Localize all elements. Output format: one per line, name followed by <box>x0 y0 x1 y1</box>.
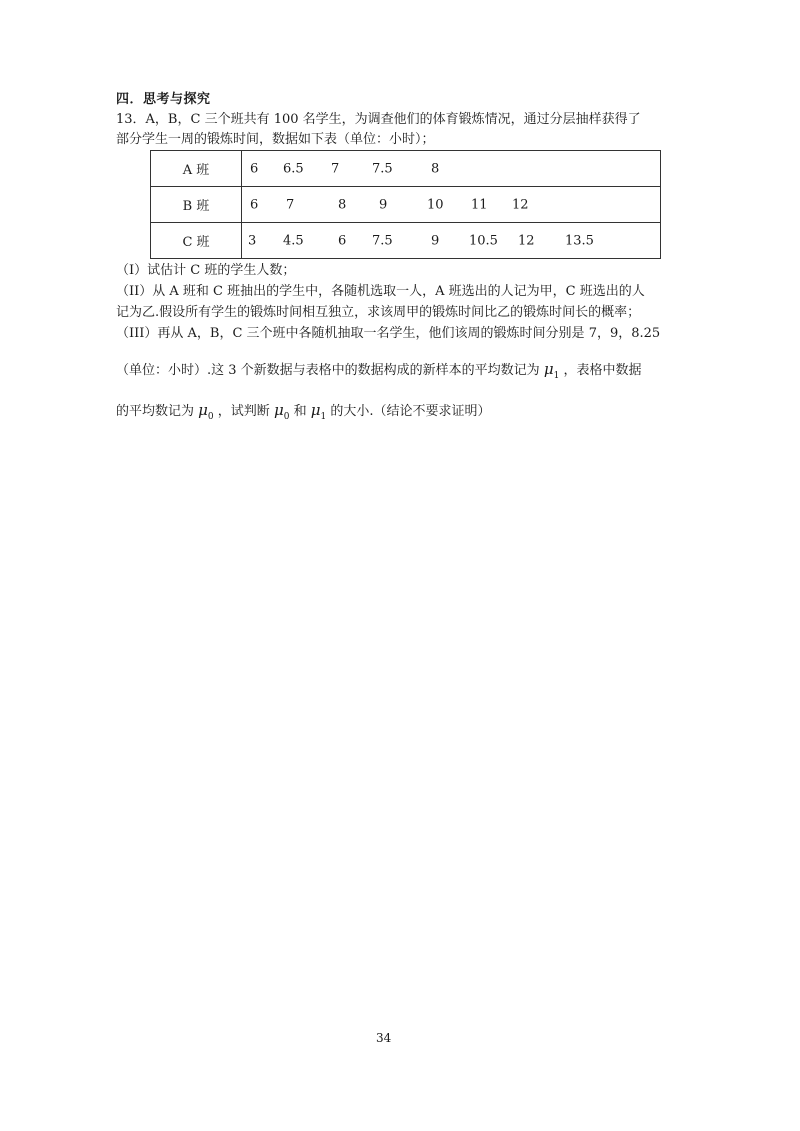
class-label-c: C 班 <box>151 223 242 259</box>
table-cell: 12 <box>518 233 535 248</box>
question-2-line-2: 记为乙.假设所有学生的锻炼时间相互独立，求该周甲的锻炼时间比乙的锻炼时间长的概率； <box>116 305 641 320</box>
table-cell: 7.5 <box>372 161 393 176</box>
table-cell: 7.5 <box>372 233 393 248</box>
question-3-text: ，试判断 <box>217 404 270 419</box>
mu-1-symbol <box>543 360 560 381</box>
question-3-text: ，表格中数据 <box>563 363 642 378</box>
mu-letter: μ <box>198 401 208 419</box>
table-cell: 6 <box>338 233 347 248</box>
table-cell: 10.5 <box>469 233 498 248</box>
mu-1-symbol <box>310 401 327 422</box>
question-3-text: 的大小.（结论不要求证明） <box>330 404 491 419</box>
question-3-line-3 <box>116 401 490 426</box>
table-cell: 11 <box>471 197 488 212</box>
mu-letter: μ <box>543 360 554 378</box>
table-cell: 6 <box>250 161 259 176</box>
mu-subscript: 0 <box>283 412 290 422</box>
table-cell: 4.5 <box>283 233 304 248</box>
table-cell: 10 <box>427 197 444 212</box>
class-values-a <box>242 151 661 187</box>
question-3-line-2 <box>116 360 641 385</box>
question-3-text: （单位：小时）.这 3 个新数据与表格中的数据构成的新样本的平均数记为 <box>116 363 540 378</box>
problem-intro-line-2: 部分学生一周的锻炼时间，数据如下表（单位：小时）； <box>116 132 435 147</box>
mu-0-symbol <box>273 401 290 422</box>
table-cell: 7 <box>331 161 340 176</box>
table-cell: 8 <box>431 161 440 176</box>
section-title: 四．思考与探究 <box>116 92 211 107</box>
class-label-b: B 班 <box>151 187 242 223</box>
table-cell: 9 <box>379 197 388 212</box>
mu-0-symbol <box>198 401 214 422</box>
class-values-c <box>242 223 661 259</box>
class-label-a: A 班 <box>151 151 242 187</box>
table-cell: 6 <box>250 197 259 212</box>
mu-subscript: 1 <box>553 371 560 381</box>
exercise-time-table <box>150 150 661 259</box>
mu-letter: μ <box>310 401 321 419</box>
mu-letter: μ <box>273 401 284 419</box>
question-3-text: 的平均数记为 <box>116 404 195 419</box>
question-1: （I）试估计 C 班的学生人数； <box>116 263 296 278</box>
question-3-line-1: （III）再从 A，B，C 三个班中各随机抽取一名学生，他们该周的锻炼时间分别是 7，9，8.25 <box>116 326 661 341</box>
table-row-a <box>151 151 661 187</box>
table-cell: 7 <box>286 197 295 212</box>
table-row-c <box>151 223 661 259</box>
table-row-b <box>151 187 661 223</box>
table-cell: 3 <box>248 233 257 248</box>
table-cell: 8 <box>338 197 347 212</box>
table-cell: 13.5 <box>565 233 594 248</box>
question-3-text: 和 <box>293 404 307 419</box>
question-2-line-1: （II）从 A 班和 C 班抽出的学生中，各随机选取一人，A 班选出的人记为甲，C 班选出的人 <box>116 284 645 299</box>
table-cell: 9 <box>431 233 440 248</box>
class-values-b <box>242 187 661 223</box>
problem-intro-line-1: 13．A，B，C 三个班共有 100 名学生，为调查他们的体育锻炼情况，通过分层抽样获得了 <box>116 112 641 127</box>
mu-subscript: 0 <box>207 412 214 422</box>
table-cell: 12 <box>512 197 529 212</box>
mu-subscript: 1 <box>320 412 327 422</box>
page-number: 34 <box>376 1031 392 1045</box>
table-cell: 6.5 <box>283 161 304 176</box>
